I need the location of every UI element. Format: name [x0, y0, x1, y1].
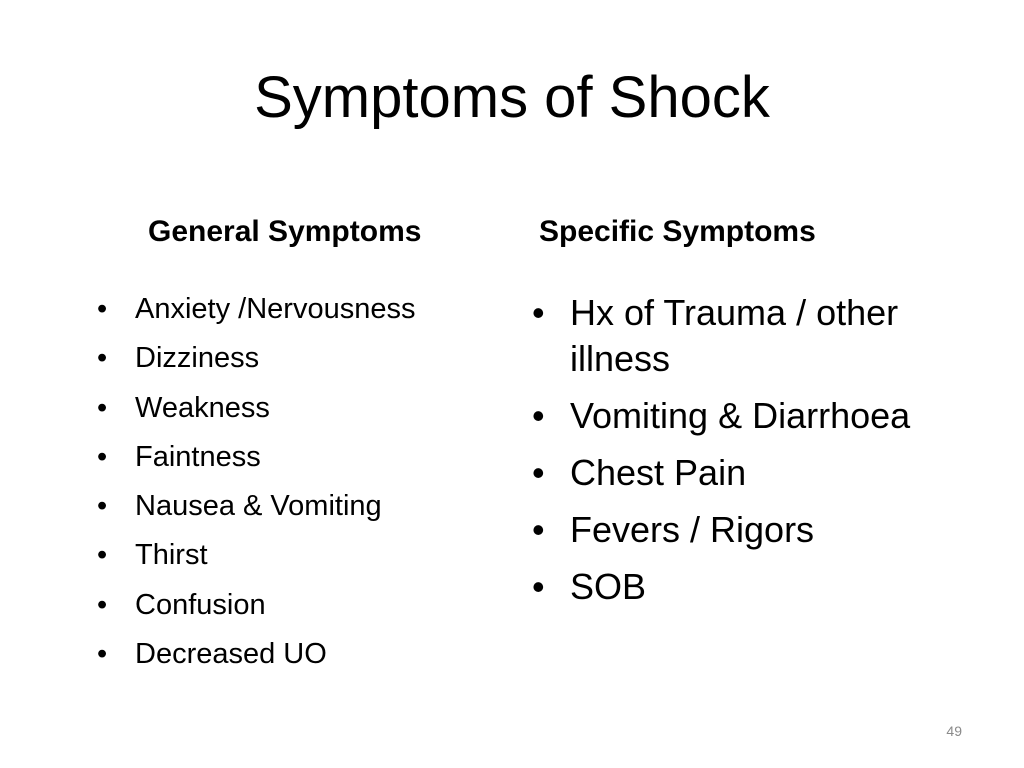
bullet-icon: •	[97, 638, 108, 671]
list-item	[97, 387, 487, 429]
page-number: 49	[946, 723, 962, 739]
slide-title: Symptoms of Shock	[254, 65, 770, 130]
bullet-icon: •	[532, 509, 545, 550]
bullet-icon: •	[97, 293, 108, 325]
bullet-icon: •	[532, 452, 545, 493]
list-item-label: Fevers / Rigors	[570, 509, 815, 550]
list-item-label: Vomiting & Diarrhoea	[570, 395, 911, 436]
list-item-label: Faintness	[135, 440, 261, 473]
list-item-label: Nausea & Vomiting	[135, 490, 382, 523]
list-item-label: Confusion	[135, 588, 266, 621]
bullet-icon: •	[532, 292, 545, 333]
general-symptoms-heading: General Symptoms	[148, 215, 422, 248]
list-item	[532, 450, 972, 496]
list-item	[97, 436, 487, 478]
bullet-icon: •	[97, 440, 108, 473]
list-item	[97, 584, 487, 626]
list-item	[97, 633, 487, 675]
bullet-icon: •	[97, 490, 108, 523]
bullet-icon: •	[97, 539, 108, 572]
list-item	[532, 393, 972, 439]
list-item	[97, 485, 487, 527]
list-item-label: Weakness	[135, 391, 270, 424]
list-item-label: Hx of Trauma / other illness	[570, 292, 899, 379]
list-item-label: Thirst	[135, 539, 208, 572]
bullet-icon: •	[97, 342, 108, 375]
bullet-icon: •	[97, 391, 108, 424]
list-item	[97, 337, 487, 379]
list-item	[532, 290, 972, 382]
specific-symptoms-heading: Specific Symptoms	[539, 215, 816, 248]
bullet-icon: •	[532, 566, 545, 607]
bullet-icon: •	[97, 588, 108, 621]
list-item-label: Decreased UO	[135, 638, 327, 671]
list-item	[97, 534, 487, 576]
list-item-label: Chest Pain	[570, 452, 747, 493]
list-item	[532, 564, 972, 610]
bullet-icon: •	[532, 395, 545, 436]
list-item-label: SOB	[570, 566, 647, 607]
list-item	[532, 507, 972, 553]
list-item-label: Anxiety /Nervousness	[135, 293, 416, 325]
specific-symptoms-list	[532, 290, 972, 621]
list-item-label: Dizziness	[135, 342, 260, 375]
general-symptoms-list	[97, 288, 487, 682]
list-item	[97, 288, 487, 330]
